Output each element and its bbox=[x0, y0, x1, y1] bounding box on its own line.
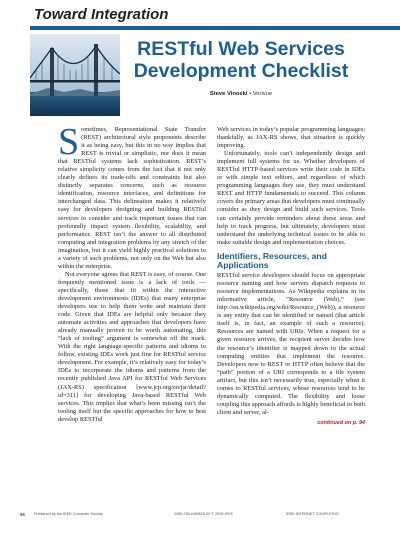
body-paragraph bbox=[58, 121, 206, 271]
left-column bbox=[58, 121, 206, 424]
body-paragraph: RESTful service developers should focus on appropriate resource naming and how servers dispatch requests to resource implementations. As Wikipedia explains in its informative article, “Resource (Web),” (see http://en.wikipedia.org/wiki/Resource_(Web)), a resource is any entity that can be identified or named (that article itself is, in fact, an example of such a resource). Resources are named with URIs. When a request for a given resource arrives, the recipient server decides how the resource’s identifier is mapped down to the actual computing entities that implement the resource. Developers new to REST or HTTP often believe that the “path” portion of a URI corresponds to a file system artifact, but this isn’t necessarily true, especially when it comes to RESTful services, whose resources tend to be dynamically computed. The flexibility and loose coupling this approach affords is highly beneficial to both client and server, al- bbox=[217, 272, 365, 416]
body-paragraph: Web services in today’s popular programming languages; thankfully, as JAX-RS shows, that situation is quickly improving. bbox=[217, 126, 365, 150]
bridge-illustration bbox=[30, 34, 120, 116]
publisher-line: Published by the IEEE Computer Society bbox=[34, 512, 104, 516]
continued-note: continued on p. 94 bbox=[317, 419, 365, 426]
venue-name: IEEE INTERNET COMPUTING bbox=[286, 512, 339, 516]
department-title: Toward Integration bbox=[34, 6, 169, 23]
issn-line: 1089-7801/08/$25.00 © 2008 IEEE bbox=[174, 512, 234, 516]
author-affiliation: Verivue bbox=[252, 91, 273, 97]
drop-cap: S bbox=[58, 121, 80, 163]
suspension-bridge-image bbox=[30, 34, 120, 116]
department-rule bbox=[30, 26, 400, 30]
body-paragraph: Not everyone agrees that REST is easy, of course. One frequently mentioned issue is a lack of tools — specifically, those that fit within the interactive development environments (IDEs) that many enterprise developers use to help them write and maintain their code. Given that IDEs are helpful only because they automate activities and approaches that developers have already manually proven to be worth automating, this “lack of tooling” argument is somewhat off the mark. With the right language-specific patterns and idioms to follow, existing IDEs work just fine for RESTful service development. For example, it’s relatively easy for today’s IDEs to incorporate the idioms and patterns from the recently published Java API for RESTful Web Services (JAX-RS) specification [www.jcp.org/en/jsr/detail?id=311] for developing Java-based RESTful Web services. This implies that what’s been missing isn’t the tooling itself but the specific approaches for how to best develop RESTful bbox=[58, 270, 206, 423]
byline-separator: • bbox=[249, 91, 253, 97]
page-number: 96 bbox=[20, 512, 25, 517]
right-column bbox=[217, 126, 365, 427]
byline bbox=[126, 91, 356, 97]
article-title: RESTful Web Services Development Checklist bbox=[133, 38, 349, 82]
page-footer bbox=[0, 512, 400, 522]
paragraph-text: ometimes, Representational State Transfer (REST) architectural style proponents describe it as being easy, but this in no way implies that REST is trivial or simplistic, nor does it mean that RESTful systems lack sophistication. REST’s relative simplicity comes from the fact that it not only clearly defines its trade-offs and constraints but also distinctly separates concerns, such as resource identification, resource interfaces, and definitions for interchanged data. This delineation makes it relatively easy for developers designing and building RESTful services to consider and track important issues that can profoundly impact system flexibility, scalability, and performance. REST isn’t the answer to all distributed computing and integration problems by any stretch of the imagination, but it can yield highly practical solutions to a variety of such problems, not only on the Web but also within the enterprise. bbox=[58, 126, 206, 270]
body-paragraph: Unfortunately, tools can’t independently design and implement full systems for us. Whether developers of RESTful HTTP-based services write their code in IDEs or with simple text editors, and regardless of which programming languages they use, they must understand REST and HTTP fundamentals to succeed. This column covers the primary areas that developers must continually consider as they design and build such services. Tools can certainly provide reminders about these areas and help to track progress, but ultimately, developers must understand the underlying technical issues to be able to make suitable design and implementation choices. bbox=[217, 150, 365, 246]
section-heading: Identifiers, Resources, and Applications bbox=[217, 250, 327, 270]
author-name: Steve Vinoski bbox=[209, 91, 248, 97]
